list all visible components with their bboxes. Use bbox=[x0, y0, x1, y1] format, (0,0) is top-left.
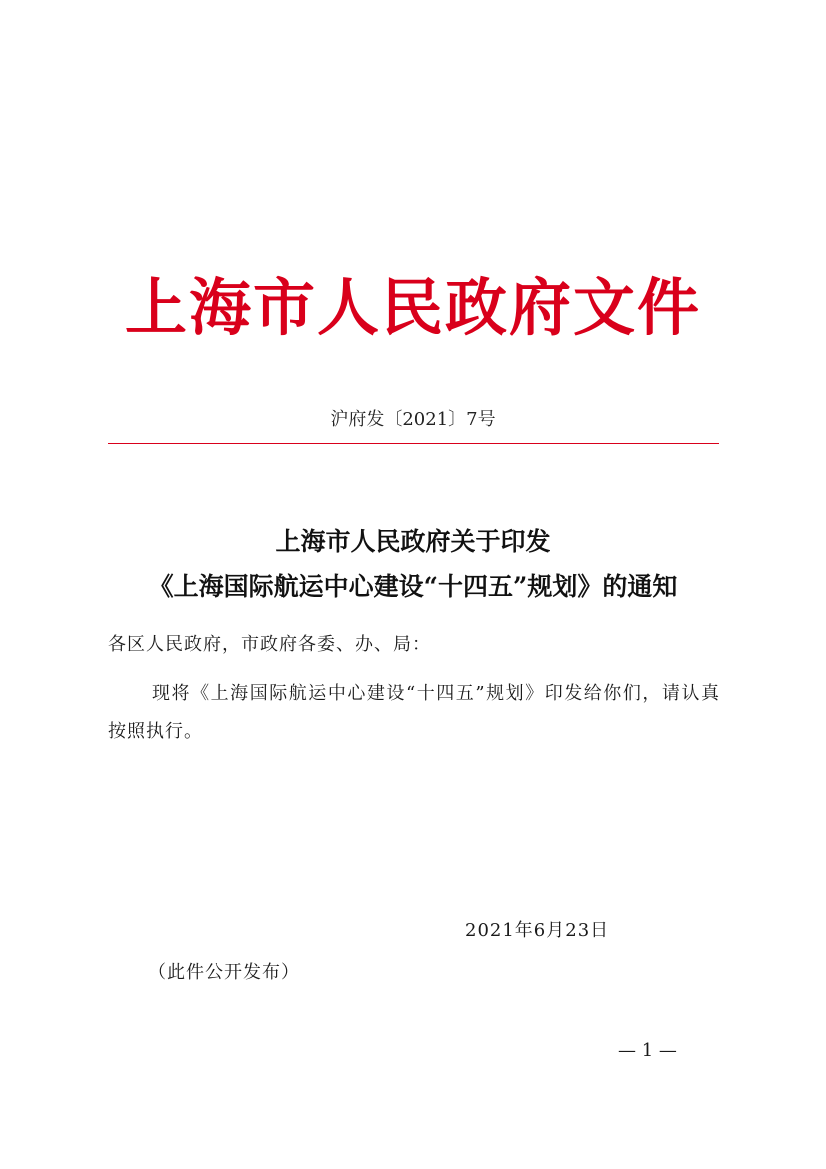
red-separator-line bbox=[108, 443, 719, 444]
title-line-2: 《上海国际航运中心建设“十四五”规划》的通知 bbox=[148, 572, 678, 601]
page-number: — 1 — bbox=[618, 1040, 677, 1061]
issue-date: 2021年6月23日 bbox=[465, 920, 610, 941]
notice-title bbox=[0, 519, 826, 609]
publish-note: （此件公开发布） bbox=[148, 962, 300, 983]
salutation: 各区人民政府，市政府各委、办、局： bbox=[108, 634, 431, 655]
document-masthead: 上海市人民政府文件 bbox=[124, 271, 701, 344]
document-number: 沪府发〔2021〕7号 bbox=[330, 409, 496, 430]
title-line-1: 上海市人民政府关于印发 bbox=[275, 527, 551, 556]
body-paragraph: 现将《上海国际航运中心建设“十四五”规划》印发给你们，请认真按照执行。 bbox=[108, 683, 720, 742]
